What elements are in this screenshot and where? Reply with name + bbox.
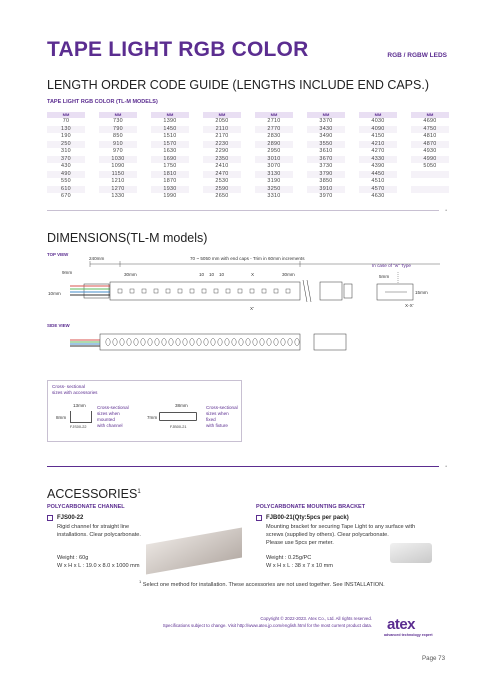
top-view-label: TOP VIEW bbox=[47, 252, 69, 257]
column-header: MM bbox=[99, 112, 137, 118]
length-cell: 3310 bbox=[267, 193, 281, 199]
length-cell: 190 bbox=[61, 133, 71, 139]
fixture-code: FJB00-21 bbox=[170, 425, 187, 429]
bracket-code-label: FJB00-21(Qty:5pcs per pack) bbox=[266, 515, 349, 521]
length-cell: 550 bbox=[61, 178, 71, 184]
length-cell: 2470 bbox=[203, 171, 241, 179]
length-cell: 2290 bbox=[215, 148, 229, 154]
channel-specs: Weight : 60g W x H x L : 19.0 x 8.0 x 1000 mm bbox=[57, 555, 140, 569]
dim-5mm: 5mm bbox=[379, 274, 390, 279]
dim-30mm-right: 30mm bbox=[282, 272, 295, 277]
length-cell: 4810 bbox=[423, 133, 437, 139]
length-cell: 3010 bbox=[255, 156, 293, 164]
bracket-title: POLYCARBONATE MOUNTING BRACKET bbox=[256, 504, 366, 510]
length-cell: 4930 bbox=[423, 148, 437, 154]
length-cell: 3910 bbox=[307, 186, 345, 194]
column-header: MM bbox=[359, 112, 397, 118]
length-cell: 1870 bbox=[163, 178, 177, 184]
column-header: MM bbox=[47, 112, 85, 118]
length-cell: 4750 bbox=[411, 126, 449, 134]
column-header: MM bbox=[255, 112, 293, 118]
xx-label: X-X' bbox=[405, 303, 414, 308]
column-header: MM bbox=[151, 112, 189, 118]
accessories-heading: ACCESSORIES$^1$ bbox=[47, 487, 141, 501]
channel-checkbox[interactable] bbox=[47, 515, 53, 521]
length-cell: 910 bbox=[99, 141, 137, 149]
length-cell: 1750 bbox=[163, 163, 177, 169]
length-cell: 4990 bbox=[411, 156, 449, 164]
bracket-description: Mounting bracket for securing Tape Light to any surface with screws (supplied by others). Clear polycarbonate. Please use 5pcs per meter. bbox=[266, 524, 416, 546]
length-cell: 730 bbox=[113, 118, 123, 124]
length-cell: 250 bbox=[47, 141, 85, 149]
bracket-specs: Weight : 0.25g/PC W x H x L : 38 x 7 x 10 mm bbox=[266, 555, 333, 569]
length-cell: 370 bbox=[47, 156, 85, 164]
fixture-profile bbox=[159, 412, 197, 421]
length-cell: 4690 bbox=[423, 118, 437, 124]
length-cell: 2770 bbox=[255, 126, 293, 134]
length-cell: 3550 bbox=[307, 141, 345, 149]
length-cell: 2230 bbox=[203, 141, 241, 149]
footer-notice: Copyright © 2022-2023. Atex Co., Ltd. All rights reserved. Specifications subject to change. Visit http://www.atex.jp.com/english.html for the most current product data. bbox=[162, 616, 372, 628]
length-cell: 2590 bbox=[203, 186, 241, 194]
page-number: Page 73 bbox=[422, 655, 446, 662]
length-cell: 4630 bbox=[371, 193, 385, 199]
length-cell: 490 bbox=[47, 171, 85, 179]
length-cell: 3790 bbox=[307, 171, 345, 179]
length-cell: 3730 bbox=[319, 163, 333, 169]
x-label: X bbox=[251, 272, 255, 277]
divider: • bbox=[47, 210, 439, 211]
length-cell: 5050 bbox=[423, 163, 437, 169]
length-cell: 4870 bbox=[411, 141, 449, 149]
channel-image bbox=[146, 528, 242, 575]
channel-code-label: FJS00-22 bbox=[57, 515, 84, 521]
length-cell: 2950 bbox=[267, 148, 281, 154]
length-cell: 4450 bbox=[359, 171, 397, 179]
length-cell: 3070 bbox=[267, 163, 281, 169]
fixture-desc: Cross-sectional sizes when fixed with fixture bbox=[206, 405, 238, 428]
length-cell: 4510 bbox=[371, 178, 385, 184]
dim-10mm: 10mm bbox=[48, 291, 61, 296]
length-cell: 2170 bbox=[215, 133, 229, 139]
side-view-label: SIDE VIEW bbox=[47, 323, 70, 328]
logo-tagline: advanced technology expert bbox=[384, 633, 433, 637]
length-cell: 2710 bbox=[267, 118, 281, 124]
length-cell: 3250 bbox=[255, 186, 293, 194]
length-cell: 4570 bbox=[359, 186, 397, 194]
column-header: MM bbox=[203, 112, 241, 118]
length-cell: 1930 bbox=[151, 186, 189, 194]
fixture-7mm: 7mm bbox=[147, 415, 158, 420]
length-cell: 1390 bbox=[163, 118, 177, 124]
page-title: TAPE LIGHT RGB COLOR bbox=[47, 38, 309, 61]
channel-profile bbox=[70, 411, 92, 423]
column-header: MM bbox=[307, 112, 345, 118]
channel-description: Rigid channel for straight line installations. Clear polycarbonate. bbox=[57, 524, 141, 538]
length-cell: 310 bbox=[61, 148, 71, 154]
length-cell: 1810 bbox=[151, 171, 189, 179]
length-cell: 2530 bbox=[215, 178, 229, 184]
bracket-image bbox=[390, 543, 432, 563]
length-cell: 790 bbox=[99, 126, 137, 134]
length-cell: 1330 bbox=[111, 193, 125, 199]
cross-section-box bbox=[47, 380, 242, 442]
dim-30mm-left: 30mm bbox=[124, 272, 137, 277]
length-cell: 1450 bbox=[151, 126, 189, 134]
length-cell: 1510 bbox=[163, 133, 177, 139]
divider-accessories: • bbox=[47, 466, 439, 467]
length-cell: 970 bbox=[113, 148, 123, 154]
length-cell: 4210 bbox=[359, 141, 397, 149]
length-cell: 4330 bbox=[359, 156, 397, 164]
length-cell: 1270 bbox=[99, 186, 137, 194]
dim-10-b: 10 bbox=[209, 272, 215, 277]
cross-title-2: sizes with accessories bbox=[52, 390, 98, 395]
length-cell: 1690 bbox=[151, 156, 189, 164]
channel-13mm: 13mm bbox=[73, 403, 86, 408]
length-cell: 3850 bbox=[319, 178, 333, 184]
length-cell: 4390 bbox=[371, 163, 385, 169]
length-cell: 2830 bbox=[267, 133, 281, 139]
fixture-38mm: 38mm bbox=[175, 403, 188, 408]
channel-8mm: 8mm bbox=[56, 415, 67, 420]
dim-9mm: 9mm bbox=[62, 270, 73, 275]
atex-logo: atex bbox=[387, 616, 416, 633]
length-cell: 130 bbox=[47, 126, 85, 134]
length-cell: 2050 bbox=[215, 118, 229, 124]
category-tag: RGB / RGBW LEDS bbox=[387, 52, 447, 59]
x-prime-label: X' bbox=[250, 306, 254, 311]
column-header: MM bbox=[411, 112, 449, 118]
cross-title-1: Cross- sectional bbox=[52, 384, 85, 389]
dim-240mm: 240mm bbox=[89, 256, 105, 261]
length-cell: 3670 bbox=[307, 156, 345, 164]
footnote: $^1$ Select one method for installation. These accessories are not used together. See INSTALLATION. bbox=[139, 579, 385, 588]
length-cell: 3130 bbox=[255, 171, 293, 179]
length-cell: 3970 bbox=[319, 193, 333, 199]
length-cell: 1150 bbox=[99, 171, 137, 179]
channel-desc: Cross-sectional sizes when mounted with channel bbox=[97, 405, 129, 428]
channel-code: FJS00-22 bbox=[70, 425, 87, 429]
dimensions-heading: DIMENSIONS(TL-M models) bbox=[47, 231, 208, 245]
length-cell: 3490 bbox=[319, 133, 333, 139]
length-cell: 2890 bbox=[255, 141, 293, 149]
length-cell: 610 bbox=[47, 186, 85, 194]
length-cell: 1990 bbox=[163, 193, 177, 199]
dim-10-c: 10 bbox=[219, 272, 225, 277]
length-cell: 4030 bbox=[371, 118, 385, 124]
length-cell: 70 bbox=[62, 118, 70, 124]
length-heading: LENGTH ORDER CODE GUIDE (LENGTHS INCLUDE END CAPS.) bbox=[47, 78, 429, 92]
length-cell: 670 bbox=[61, 193, 71, 199]
length-cell: 2350 bbox=[203, 156, 241, 164]
length-cell: 850 bbox=[113, 133, 123, 139]
channel-title: POLYCARBONATE CHANNEL bbox=[47, 504, 125, 510]
length-cell: 1030 bbox=[99, 156, 137, 164]
length-subheading: TAPE LIGHT RGB COLOR (TL-M MODELS) bbox=[47, 99, 158, 105]
length-cell: 3190 bbox=[267, 178, 281, 184]
length-cell: 1630 bbox=[163, 148, 177, 154]
length-cell: 1090 bbox=[111, 163, 125, 169]
length-cell: 3370 bbox=[319, 118, 333, 124]
length-cell: 4090 bbox=[359, 126, 397, 134]
length-cell: 430 bbox=[61, 163, 71, 169]
bracket-checkbox[interactable] bbox=[256, 515, 262, 521]
length-cell: 4270 bbox=[371, 148, 385, 154]
incase-note: In case of "w" Type bbox=[372, 263, 411, 268]
length-cell: 2110 bbox=[203, 126, 241, 134]
dim-15mm: 15mm bbox=[415, 290, 428, 295]
length-cell: 1570 bbox=[151, 141, 189, 149]
length-cell: 3430 bbox=[307, 126, 345, 134]
length-cell: 2650 bbox=[215, 193, 229, 199]
length-cell: 1210 bbox=[111, 178, 125, 184]
dim-10-a: 10 bbox=[199, 272, 205, 277]
length-cell: 4150 bbox=[371, 133, 385, 139]
length-cell: 2410 bbox=[215, 163, 229, 169]
range-note: 70 ~ 5050 mm with end caps - Trim in 60mm increments bbox=[190, 256, 305, 261]
length-cell: 3610 bbox=[319, 148, 333, 154]
